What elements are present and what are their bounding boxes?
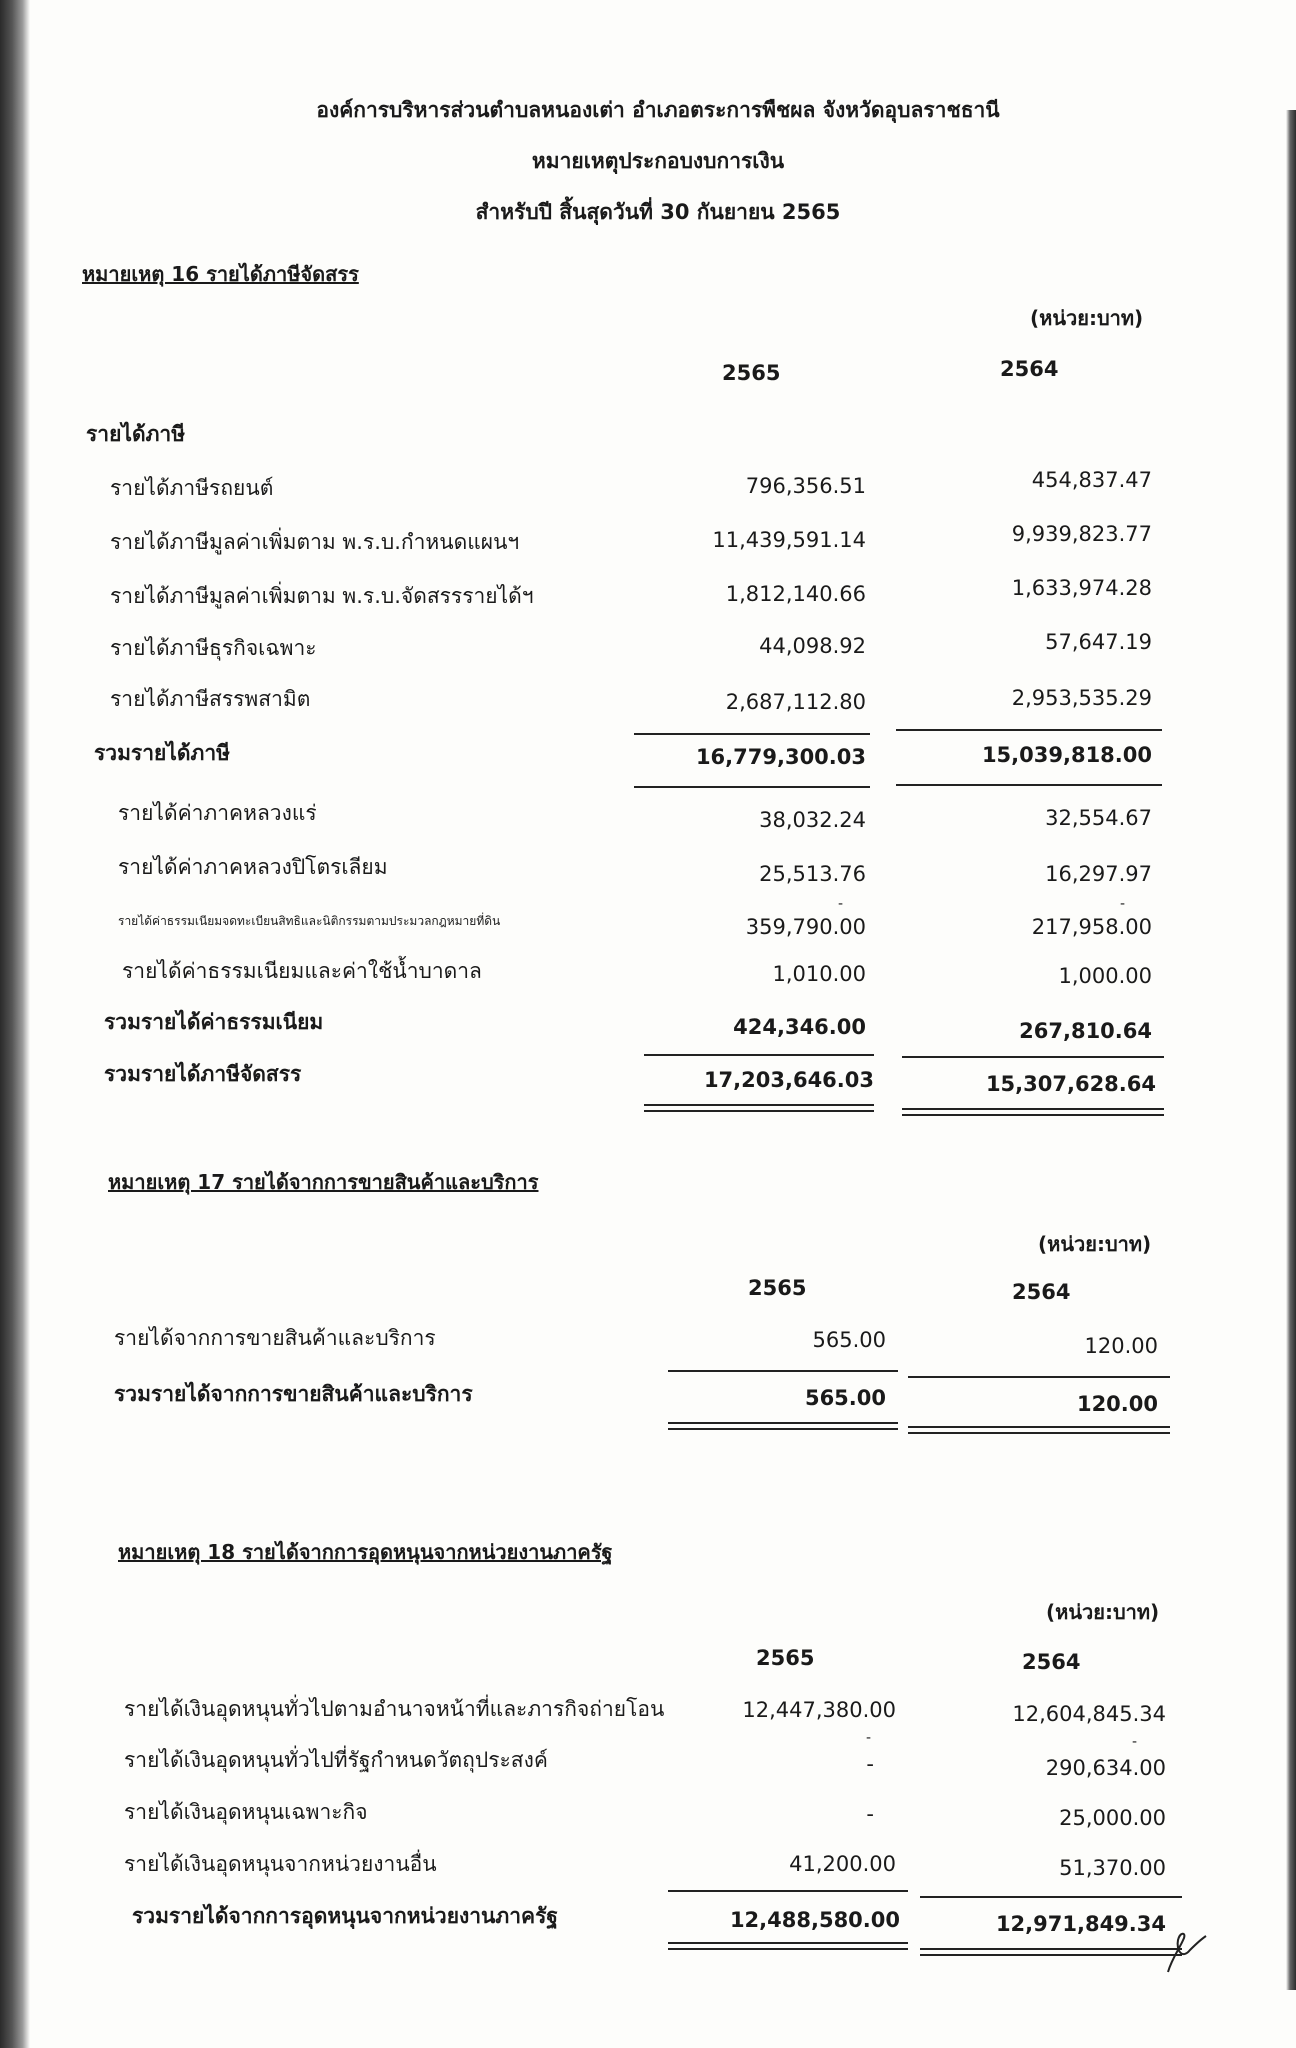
total-rule xyxy=(902,1056,1164,1058)
note16-row-current: 2,687,112.80 xyxy=(725,690,866,714)
note16-row-current: 44,098.92 xyxy=(759,634,866,658)
total-double-rule xyxy=(920,1948,1182,1956)
note17-row-label: รายได้จากการขายสินค้าและบริการ xyxy=(114,1326,436,1350)
note16-fee-prior: 32,554.67 xyxy=(1045,806,1152,830)
note16-row-prior: 454,837.47 xyxy=(1031,468,1152,492)
note16-row-label: รายได้ภาษีมูลค่าเพิ่มตาม พ.ร.บ.กำหนดแผนฯ xyxy=(110,530,520,554)
total-double-rule xyxy=(668,1422,898,1430)
note18-row-label: รายได้เงินอุดหนุนจากหน่วยงานอื่น xyxy=(124,1852,437,1876)
note17-year-current: 2565 xyxy=(748,1276,807,1300)
note18-year-current: 2565 xyxy=(756,1646,815,1670)
note16-year-current: 2565 xyxy=(722,361,781,385)
note16-row-label: รายได้ภาษีสรรพสามิต xyxy=(110,687,311,711)
total-rule xyxy=(920,1896,1182,1898)
note18-title: หมายเหตุ 18 รายได้จากการอุดหนุนจากหน่วยงานภาครัฐ xyxy=(118,1540,613,1564)
grand-total-double-rule xyxy=(644,1104,874,1112)
note16-fee-dash: - xyxy=(838,896,844,912)
note18-row-current: - xyxy=(866,1752,874,1776)
note18-row-prior: 290,634.00 xyxy=(1045,1756,1166,1780)
note17-total-prior: 120.00 xyxy=(1076,1392,1158,1416)
note18-row-prior: 25,000.00 xyxy=(1059,1806,1166,1830)
note16-section-tax: รายได้ภาษี xyxy=(86,422,186,446)
note16-grand-total-label: รวมรายได้ภาษีจัดสรร xyxy=(104,1062,302,1086)
note18-row-current: - xyxy=(866,1802,874,1826)
total-rule xyxy=(668,1890,908,1892)
note16-row-label: รายได้ภาษีธุรกิจเฉพาะ xyxy=(110,636,317,660)
note16-total-tax-current: 16,779,300.03 xyxy=(695,745,866,769)
note16-row-current: 796,356.51 xyxy=(745,474,866,498)
note16-fee-label: รายได้ค่าธรรมเนียมจดทะเบียนสิทธิและนิติกรรมตามประมวลกฎหมายที่ดิน xyxy=(118,914,501,928)
note16-fee-dash: - xyxy=(1120,896,1126,912)
note18-total-prior: 12,971,849.34 xyxy=(995,1912,1166,1936)
note17-row-prior: 120.00 xyxy=(1084,1334,1158,1358)
note18-unit: (หน่วย:บาท) xyxy=(1046,1600,1160,1624)
note16-row-label: รายได้ภาษีรถยนต์ xyxy=(110,476,274,500)
note16-fee-label: รายได้ค่าภาคหลวงแร่ xyxy=(118,801,317,825)
note16-row-current: 1,812,140.66 xyxy=(725,582,866,606)
doc-title: หมายเหตุประกอบงบการเงิน xyxy=(531,149,785,173)
note16-row-prior: 9,939,823.77 xyxy=(1011,522,1152,546)
note18-row-label: รายได้เงินอุดหนุนทั่วไปตามอำนาจหน้าที่และภารกิจถ่ายโอน xyxy=(124,1697,665,1721)
total-rule xyxy=(634,786,870,788)
signature-mark xyxy=(1150,1920,1210,1980)
org-title: องค์การบริหารส่วนตำบลหนองเต่า อำเภอตระการพืชผล จังหวัดอุบลราชธานี xyxy=(316,98,1000,122)
note17-row-current: 565.00 xyxy=(812,1328,886,1352)
total-rule xyxy=(908,1376,1170,1378)
note16-fee-current: 359,790.00 xyxy=(745,915,866,939)
total-rule xyxy=(896,729,1162,731)
note16-fee-current: 1,010.00 xyxy=(772,962,866,986)
grand-total-double-rule xyxy=(902,1108,1164,1116)
total-double-rule xyxy=(908,1426,1170,1434)
note18-row-current: 41,200.00 xyxy=(789,1852,896,1876)
total-double-rule xyxy=(668,1942,908,1950)
note17-total-current: 565.00 xyxy=(804,1386,886,1410)
scan-shadow-left xyxy=(0,0,30,2048)
note17-unit: (หน่วย:บาท) xyxy=(1038,1232,1152,1256)
note16-row-prior: 2,953,535.29 xyxy=(1011,686,1152,710)
note16-fee-label: รายได้ค่าธรรมเนียมและค่าใช้น้ำบาดาล xyxy=(122,959,482,983)
note16-unit: (หน่วย:บาท) xyxy=(1030,306,1144,330)
note16-fee-current: 38,032.24 xyxy=(759,808,866,832)
note16-grand-total-current: 17,203,646.03 xyxy=(703,1068,874,1092)
note16-year-prior: 2564 xyxy=(1000,357,1059,381)
note16-total-tax-label: รวมรายได้ภาษี xyxy=(94,741,230,765)
note16-total-fee-label: รวมรายได้ค่าธรรมเนียม xyxy=(104,1010,324,1034)
note18-row-label: รายได้เงินอุดหนุนเฉพาะกิจ xyxy=(124,1800,368,1824)
note18-row-label: รายได้เงินอุดหนุนทั่วไปที่รัฐกำหนดวัตถุประสงค์ xyxy=(124,1748,548,1772)
total-rule xyxy=(896,784,1162,786)
note18-row-prior: 12,604,845.34 xyxy=(1012,1702,1166,1726)
note16-fee-prior: 217,958.00 xyxy=(1031,915,1152,939)
note18-year-prior: 2564 xyxy=(1022,1650,1081,1674)
note16-title: หมายเหตุ 16 รายได้ภาษีจัดสรร xyxy=(82,262,359,286)
note16-fee-label: รายได้ค่าภาคหลวงปิโตรเลียม xyxy=(118,855,388,879)
note17-year-prior: 2564 xyxy=(1012,1280,1071,1304)
total-rule xyxy=(668,1370,898,1372)
scan-shadow-right xyxy=(1286,110,1296,1990)
note17-total-label: รวมรายได้จากการขายสินค้าและบริการ xyxy=(114,1382,473,1406)
note18-dash: - xyxy=(866,1730,872,1746)
note17-title: หมายเหตุ 17 รายได้จากการขายสินค้าและบริการ xyxy=(108,1170,539,1194)
note18-row-prior: 51,370.00 xyxy=(1059,1856,1166,1880)
note16-row-prior: 57,647.19 xyxy=(1045,630,1152,654)
period-title: สำหรับปี สิ้นสุดวันที่ 30 กันยายน 2565 xyxy=(475,200,841,224)
note16-fee-prior: 1,000.00 xyxy=(1058,964,1152,988)
note16-fee-current: 25,513.76 xyxy=(759,862,866,886)
note16-fee-prior: 16,297.97 xyxy=(1045,862,1152,886)
note16-row-current: 11,439,591.14 xyxy=(712,528,866,552)
note16-grand-total-prior: 15,307,628.64 xyxy=(985,1072,1156,1096)
note18-row-current: 12,447,380.00 xyxy=(742,1698,896,1722)
note18-dash: - xyxy=(1132,1734,1138,1750)
note16-total-tax-prior: 15,039,818.00 xyxy=(981,743,1152,767)
note18-total-current: 12,488,580.00 xyxy=(729,1908,900,1932)
total-rule xyxy=(644,1054,874,1056)
note16-row-prior: 1,633,974.28 xyxy=(1011,576,1152,600)
total-rule xyxy=(634,733,870,735)
note16-row-label: รายได้ภาษีมูลค่าเพิ่มตาม พ.ร.บ.จัดสรรรายได้ฯ xyxy=(110,584,534,608)
note16-total-fee-current: 424,346.00 xyxy=(733,1015,866,1039)
note16-total-fee-prior: 267,810.64 xyxy=(1019,1019,1152,1043)
note18-total-label: รวมรายได้จากการอุดหนุนจากหน่วยงานภาครัฐ xyxy=(132,1904,558,1928)
